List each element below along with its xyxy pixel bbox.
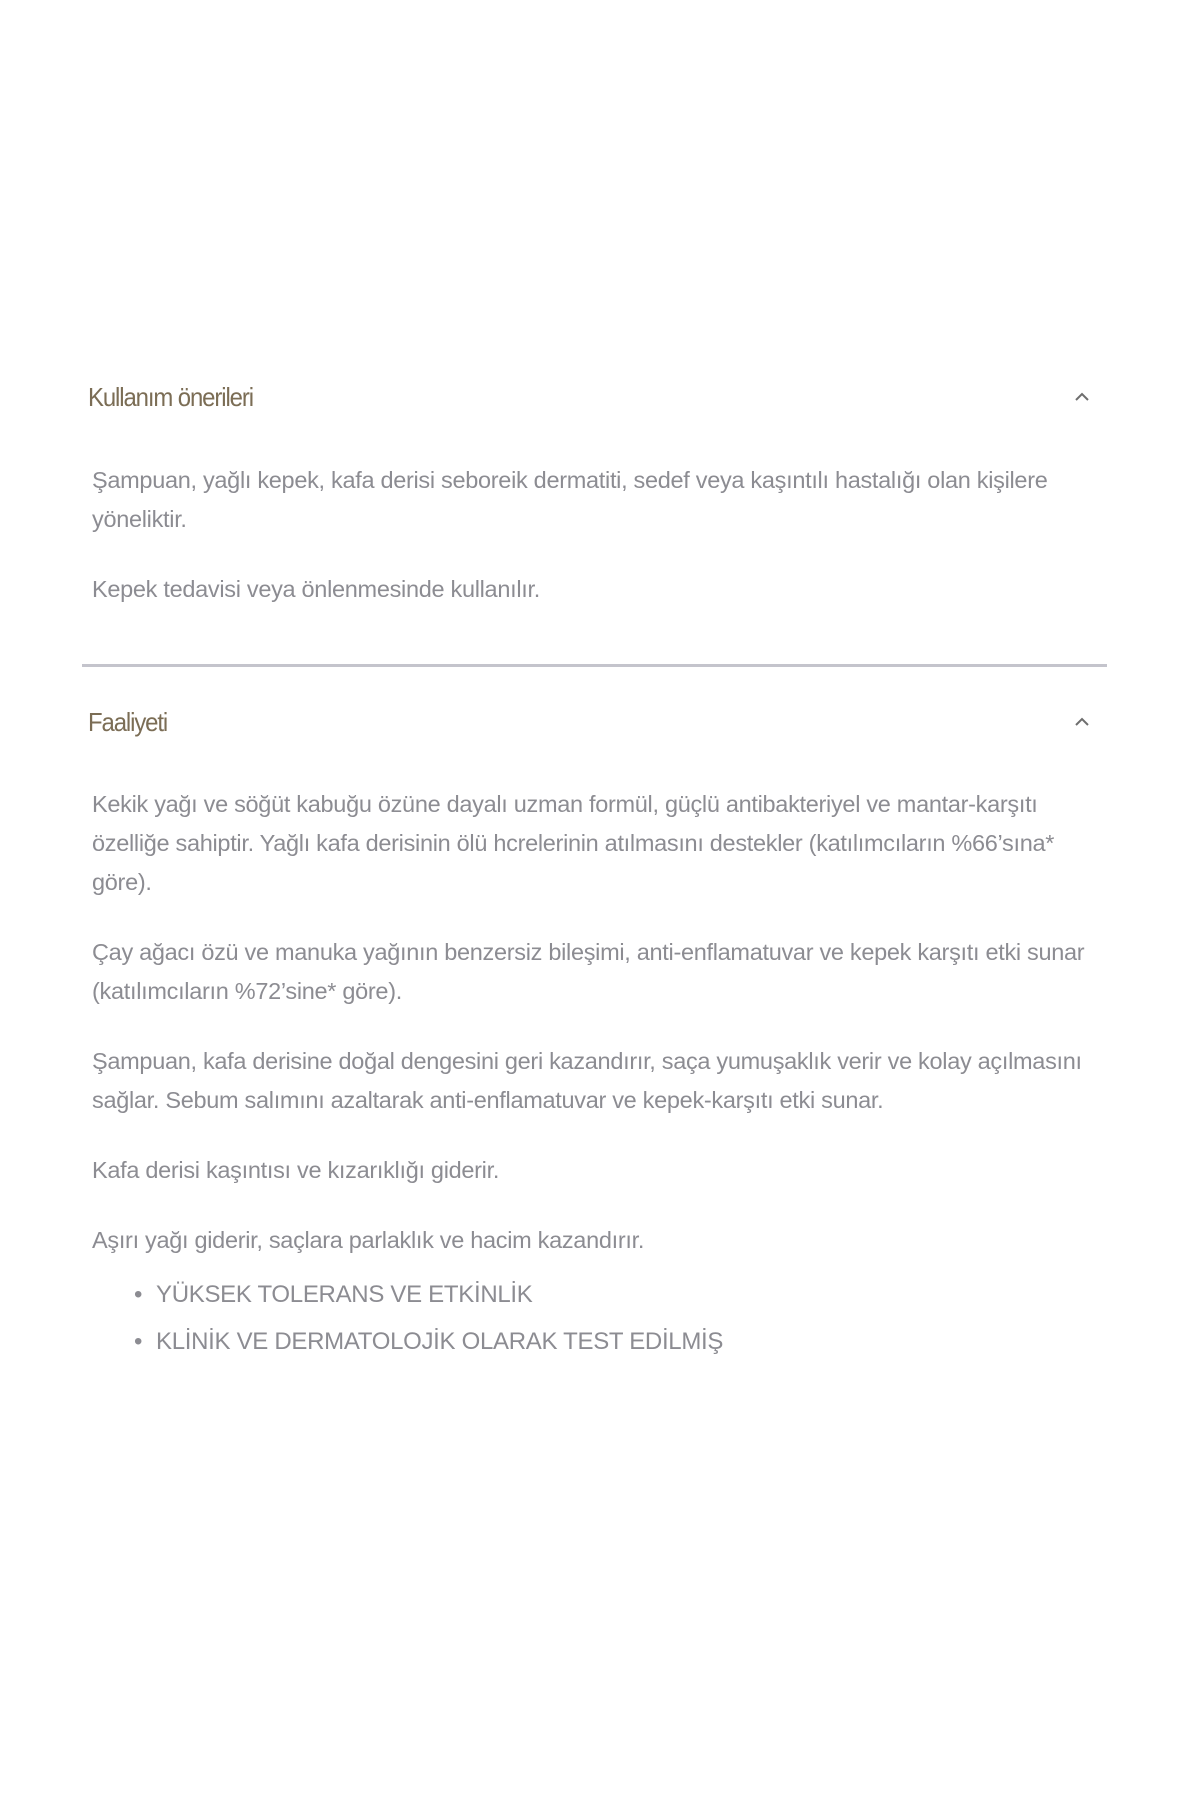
chevron-up-icon[interactable] (1071, 386, 1093, 408)
divider (82, 664, 1107, 667)
chevron-up-icon[interactable] (1071, 711, 1093, 733)
list-item: • KLİNİK VE DERMATOLOJİK OLARAK TEST EDİLMİŞ (156, 1318, 1107, 1365)
accordion-activity (82, 707, 1107, 1365)
paragraph: Şampuan, kafa derisine doğal dengesini geri kazandırır, saça yumuşaklık verir ve kolay açılmasını sağlar. Sebum salımını azaltarak anti-enflamatuvar ve kepek-karşıtı etki sunar. (92, 1048, 1082, 1113)
accordion-usage (82, 382, 1107, 640)
accordion-content-usage (82, 461, 1107, 609)
paragraph: Şampuan, yağlı kepek, kafa derisi seboreik dermatiti, sedef veya kaşıntılı hastalığı olan kişilere yöneliktir. (92, 467, 1048, 532)
paragraph: Kepek tedavisi veya önlenmesinde kullanılır. (92, 576, 540, 602)
section-title: Kullanım önerileri (88, 382, 253, 412)
accordion-header-activity[interactable] (82, 707, 1107, 747)
accordion-content-activity (82, 785, 1107, 1365)
paragraph: Kekik yağı ve söğüt kabuğu özüne dayalı uzman formül, güçlü antibakteriyel ve mantar-karşıtı özelliğe sahiptir. Yağlı kafa derisinin ölü hcrelerinin atılmasını destekler (katılımcıların %66’sına* göre). (92, 791, 1055, 895)
paragraph: Çay ağacı özü ve manuka yağının benzersiz bileşimi, anti-enflamatuvar ve kepek karşıtı etki sunar (katılımcıların %72’sine* göre). (92, 939, 1085, 1004)
feature-list (92, 1271, 1107, 1365)
paragraph: Aşırı yağı giderir, saçlara parlaklık ve hacim kazandırır. (92, 1227, 645, 1253)
list-item: • YÜKSEK TOLERANS VE ETKİNLİK (156, 1271, 1107, 1318)
section-title: Faaliyeti (88, 707, 168, 737)
paragraph: Kafa derisi kaşıntısı ve kızarıklığı giderir. (92, 1157, 500, 1183)
accordion-header-usage[interactable] (82, 382, 1107, 422)
